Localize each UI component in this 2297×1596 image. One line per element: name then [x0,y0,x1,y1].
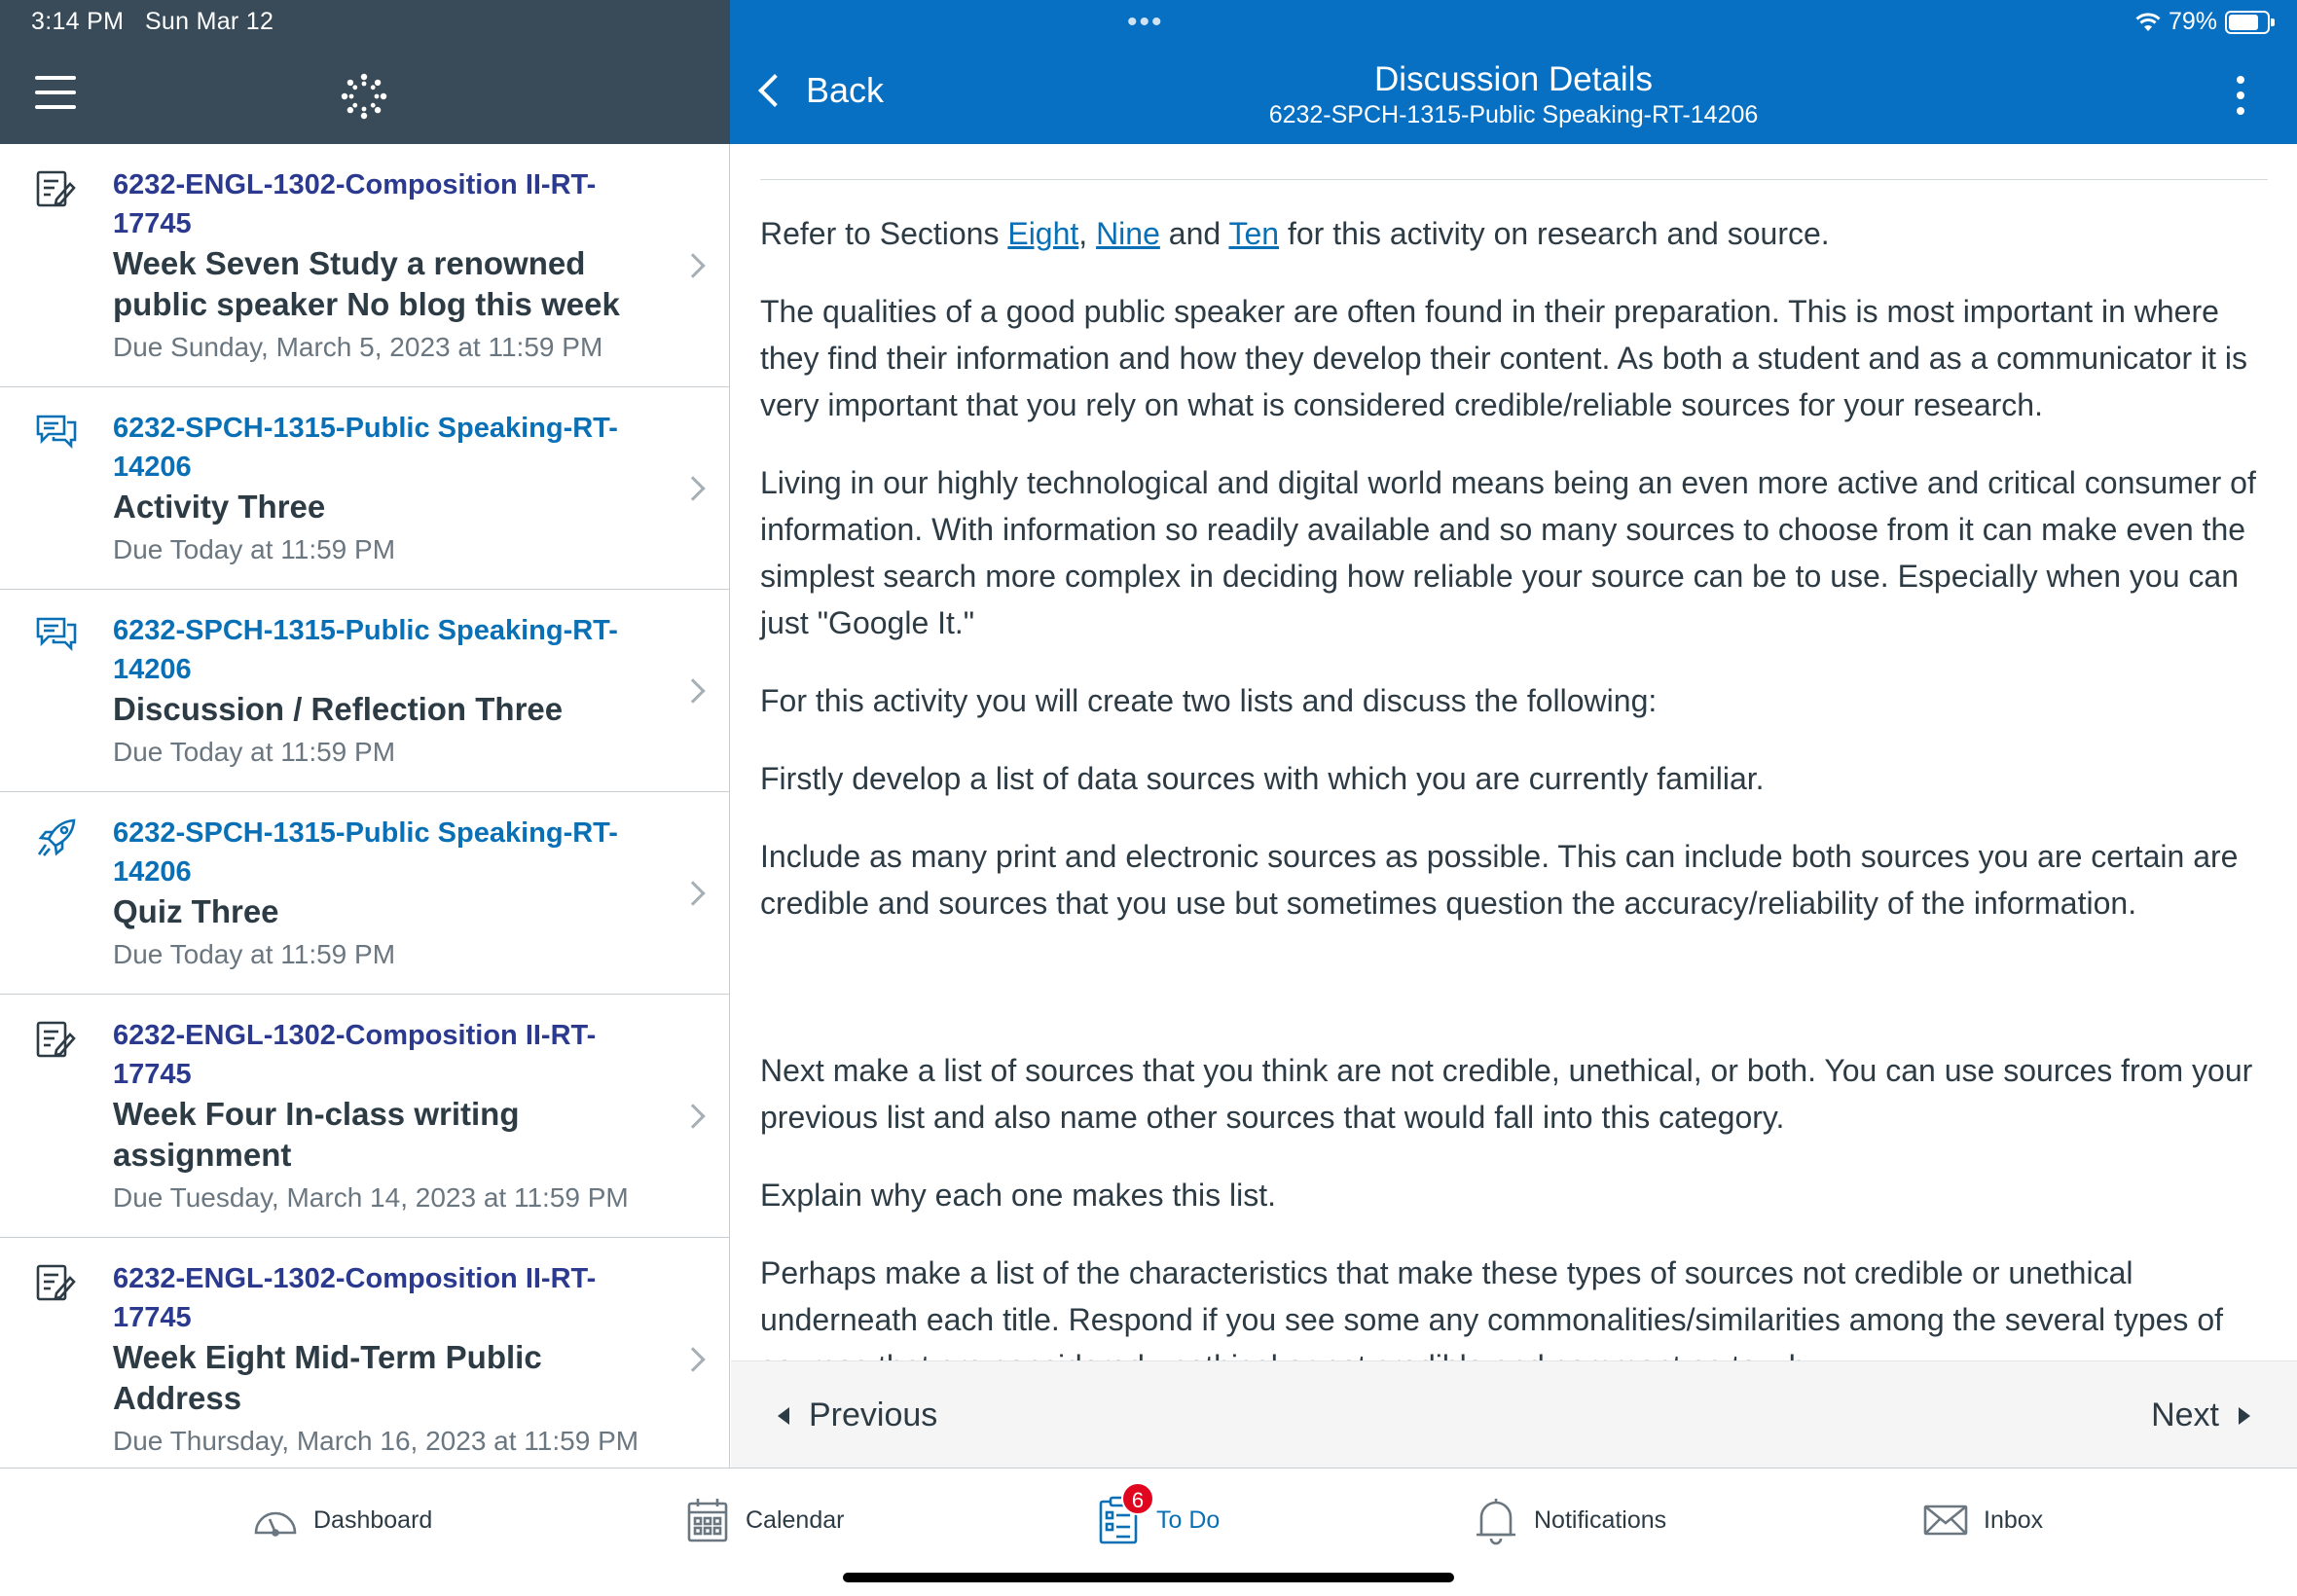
paragraph [760,210,2268,257]
envelope-icon [1921,1496,1970,1544]
paragraph: Living in our highly technological and digital world means being an even more active and critical consumer of information. With information so readily available and so many sources to choose from it can make even the simplest search more complex in deciding how reliable your source can be to use. Especially when you can just "Google It." [760,465,2256,640]
todo-due-date: Due Today at 11:59 PM [113,534,396,564]
todo-title: Discussion / Reflection Three [113,691,564,727]
todo-title: Week Eight Mid-Term Public Address [113,1339,542,1416]
text-segment: Refer to Sections [760,216,1008,251]
tab-calendar-label: Calendar [746,1505,845,1534]
paragraph: Next make a list of sources that you think are not credible, unethical, or both. You can use sources from your previous list and also name other sources that would fall into this category. [760,1053,2253,1135]
assignment-icon [35,169,78,210]
paragraph: Include as many print and electronic sources as possible. This can include both sources you are certain are credible and sources that you use but sometimes question the accuracy/reliability of the information. [760,839,2239,921]
tab-dashboard[interactable] [251,1496,432,1544]
next-arrow-icon [2239,1407,2250,1425]
divider [760,179,2268,180]
tab-notifications[interactable] [1472,1496,1666,1544]
text-segment: for this activity on research and source. [1279,216,1830,251]
page-subtitle: 6232-SPCH-1315-Public Speaking-RT-14206 [1268,101,1759,128]
hamburger-menu-icon[interactable] [35,76,76,109]
assignment-icon [35,1020,78,1061]
paragraph: Explain why each one makes this list. [760,1178,1277,1213]
next-label: Next [2151,1396,2219,1433]
bell-icon [1472,1496,1520,1544]
previous-label: Previous [809,1396,938,1433]
todo-course-name: 6232-SPCH-1315-Public Speaking-RT-14206 [113,817,618,888]
detail-header [730,0,2297,144]
discussion-icon [35,413,78,453]
todo-title: Quiz Three [113,893,279,929]
battery-icon [2225,11,2270,34]
paragraph: Perhaps make a list of the characteristics that make these types of sources not credible or unethical underneath each title. Respond if you see some any commonalities/similarities among the several types of [760,1255,2223,1337]
todo-item[interactable] [0,144,729,387]
todo-course-name: 6232-ENGL-1302-Composition II-RT-17745 [113,1263,597,1333]
todo-due-date: Due Today at 11:59 PM [113,939,396,969]
todo-due-date: Due Tuesday, March 14, 2023 at 11:59 PM [113,1182,629,1213]
tab-todo[interactable] [1094,1488,1221,1544]
status-bar-time [31,8,273,36]
next-button[interactable] [2151,1396,2250,1434]
previous-arrow-icon [778,1407,789,1425]
todo-item[interactable] [0,590,729,792]
blank-paragraph [760,958,2268,1047]
section-nine-link[interactable]: Nine [1096,216,1160,251]
discussion-content[interactable] [731,144,2297,1360]
tab-calendar[interactable] [683,1496,844,1544]
status-date-text: Sun Mar 12 [144,8,274,35]
todo-item[interactable] [0,995,729,1238]
todo-title: Week Seven Study a renowned public speaker No blog this week [113,245,620,322]
todo-course-name: 6232-ENGL-1302-Composition II-RT-17745 [113,1020,597,1090]
paragraph: Firstly develop a list of data sources with which you are currently familiar. [760,761,1765,796]
tab-inbox-label: Inbox [1984,1505,2044,1534]
text-segment: , [1078,216,1097,251]
left-header [0,0,730,144]
battery-percentage: 79% [2168,8,2217,35]
todo-title: Week Four In-class writing assignment [113,1096,520,1173]
todo-due-date: Due Thursday, March 16, 2023 at 11:59 PM [113,1426,639,1456]
pager-bar [731,1360,2297,1468]
tab-notifications-label: Notifications [1534,1505,1667,1534]
todo-list [0,144,730,1468]
multitasking-dots-icon[interactable]: ••• [1127,6,1164,38]
dashboard-icon [251,1496,300,1544]
assignment-icon [35,1263,78,1304]
chevron-right-icon [680,1347,705,1371]
wifi-icon [2135,12,2161,33]
todo-item[interactable] [0,1238,729,1481]
todo-course-name: 6232-ENGL-1302-Composition II-RT-17745 [113,169,597,239]
chevron-right-icon [680,1104,705,1128]
todo-due-date: Due Sunday, March 5, 2023 at 11:59 PM [113,332,603,362]
discussion-icon [35,615,78,656]
todo-course-name: 6232-SPCH-1315-Public Speaking-RT-14206 [113,413,618,483]
page-title: Discussion Details [1374,60,1653,98]
todo-count-badge: 6 [1121,1482,1154,1515]
todo-title: Activity Three [113,489,326,525]
section-eight-link[interactable]: Eight [1007,216,1079,251]
chevron-right-icon [680,476,705,500]
section-ten-link[interactable]: Ten [1228,216,1280,251]
previous-button[interactable] [778,1396,937,1434]
calendar-icon [683,1496,732,1544]
paragraph: For this activity you will create two lists and discuss the following: [760,683,1658,718]
paragraph: The qualities of a good public speaker are often found in their preparation. This is most important in where they find their information and how they develop their content. As both a student and as a communicator it is very important that you rely on what is considered credible/reliable sources for your research. [760,294,2247,422]
quiz-rocket-icon [35,817,78,858]
todo-item[interactable] [0,387,729,590]
tab-dashboard-label: Dashboard [313,1505,433,1534]
canvas-logo-icon[interactable] [341,73,387,120]
status-bar-right [2135,8,2270,36]
tab-inbox[interactable] [1921,1496,2043,1544]
chevron-right-icon [680,253,705,277]
tab-todo-label: To Do [1156,1505,1221,1534]
back-label: Back [806,70,885,110]
status-time-text: 3:14 PM [31,8,125,35]
chevron-right-icon [680,678,705,703]
todo-item[interactable] [0,792,729,995]
text-segment: and [1159,216,1229,251]
todo-course-name: 6232-SPCH-1315-Public Speaking-RT-14206 [113,615,618,685]
home-indicator[interactable] [843,1573,1454,1582]
todo-due-date: Due Today at 11:59 PM [113,737,396,767]
discussion-body [760,210,2268,1421]
chevron-right-icon [680,881,705,905]
more-options-icon[interactable] [2235,76,2246,117]
